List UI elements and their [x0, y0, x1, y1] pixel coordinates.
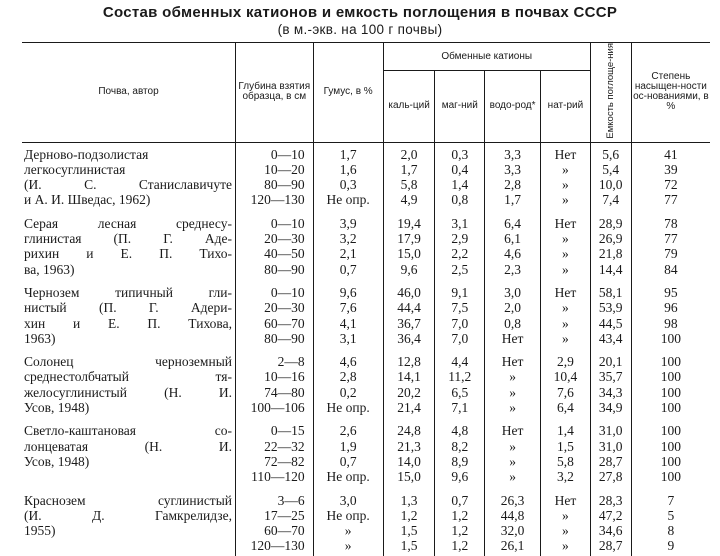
cell-value: 15,0 — [397, 469, 421, 485]
capacity-cell — [590, 142, 631, 210]
cell-value: 79 — [664, 246, 678, 262]
soil-line: Светло-каштановая со- — [24, 423, 232, 439]
table-title: Состав обменных катионов и емкость поглощения в почвах СССР — [102, 4, 618, 21]
cell-value: 1,9 — [339, 438, 357, 454]
cell-value: 100 — [660, 354, 681, 370]
cell-value: 44,5 — [598, 315, 623, 331]
cell-value: 2,3 — [504, 261, 522, 277]
calcium-cell — [383, 487, 435, 556]
cell-value: 6,4 — [504, 215, 522, 231]
cell-value: » — [562, 161, 569, 177]
cell-value: » — [509, 384, 516, 400]
table-row — [22, 348, 710, 417]
cell-value: 14,0 — [397, 453, 421, 469]
cell-value: 7,6 — [556, 384, 574, 400]
calcium-cell — [383, 417, 435, 486]
cell-value: » — [509, 369, 516, 385]
cell-value: 26,9 — [598, 231, 623, 247]
cell-value: 98 — [664, 315, 678, 331]
humus-cell — [313, 348, 383, 417]
cell-value: 3,1 — [339, 330, 357, 346]
header-calcium: каль-ций — [383, 71, 435, 142]
cell-value: 0,8 — [504, 315, 522, 331]
cell-value: 1,2 — [451, 538, 469, 554]
soil-line: (И. С. Станиславичуте — [24, 177, 232, 193]
header-saturation: Степень насыщен-ности ос-нованиями, в % — [631, 43, 710, 143]
cell-value: 14,4 — [598, 261, 623, 277]
cell-value: 21,3 — [397, 438, 421, 454]
cell-value: 60—70 — [264, 523, 305, 539]
magnesium-cell — [435, 417, 485, 486]
cell-value: 0,7 — [339, 453, 357, 469]
cell-value: 46,0 — [397, 284, 421, 300]
cell-value: » — [562, 330, 569, 346]
cell-value: 28,7 — [598, 538, 623, 554]
calcium-cell — [383, 279, 435, 348]
soil-line: желосуглинистый (Н. И. — [24, 384, 232, 400]
cell-value: 100 — [660, 369, 681, 385]
cell-value: 60—70 — [264, 315, 305, 331]
soil-line: Серая лесная среднесу- — [24, 215, 232, 231]
soil-group — [22, 279, 710, 348]
cell-value: 31,0 — [598, 438, 623, 454]
cell-value: » — [562, 192, 569, 208]
cell-value: 1,2 — [451, 507, 469, 523]
hydrogen-cell — [485, 210, 541, 279]
saturation-cell — [631, 210, 710, 279]
depth-cell — [236, 210, 314, 279]
soil-line: лонцеватая (Н. И. — [24, 438, 232, 454]
cell-value: » — [509, 453, 516, 469]
calcium-cell — [383, 348, 435, 417]
cell-value: 100 — [660, 469, 681, 485]
cell-value: 84 — [664, 261, 678, 277]
cell-value: 1,3 — [400, 492, 418, 508]
cell-value: 77 — [664, 192, 678, 208]
cell-value: 28,9 — [598, 215, 623, 231]
cell-value: 0,4 — [451, 161, 469, 177]
cell-value: 5,8 — [556, 453, 574, 469]
cell-value: » — [562, 523, 569, 539]
soil-cell — [22, 348, 236, 417]
cell-value: 0—15 — [270, 423, 305, 439]
cell-value: 7,6 — [339, 300, 357, 316]
cell-value: 80—90 — [264, 177, 305, 193]
cell-value: 100 — [660, 453, 681, 469]
header-magnesium: маг-ний — [435, 71, 485, 142]
cell-value: 8 — [667, 523, 675, 539]
cell-value: 2,8 — [504, 177, 522, 193]
cell-value: 3—6 — [277, 492, 305, 508]
cell-value: 20—30 — [264, 300, 305, 316]
cell-value: 24,8 — [397, 423, 421, 439]
cation-table — [22, 42, 710, 556]
magnesium-cell — [435, 279, 485, 348]
cell-value: » — [509, 400, 516, 416]
header-hydrogen: водо-род* — [485, 71, 541, 142]
cell-value: 35,7 — [598, 369, 623, 385]
magnesium-cell — [435, 348, 485, 417]
cell-value: 0,3 — [339, 177, 357, 193]
soil-line: рихин и Е. П. Тихо- — [24, 246, 232, 262]
header-sodium: нат-рий — [541, 71, 591, 142]
sodium-cell — [541, 142, 591, 210]
cell-value: 47,2 — [598, 507, 623, 523]
soil-line: 1963) — [24, 330, 56, 346]
cell-value: 28,3 — [598, 492, 623, 508]
cell-value: 7,5 — [451, 300, 469, 316]
cell-value: 31,0 — [598, 423, 623, 439]
capacity-cell — [590, 417, 631, 486]
hydrogen-cell — [485, 348, 541, 417]
cell-value: » — [509, 469, 516, 485]
cell-value: 9 — [667, 538, 675, 554]
cell-value: 8,2 — [451, 438, 469, 454]
table-row — [22, 487, 710, 556]
cell-value: 8,9 — [451, 453, 469, 469]
table-header — [22, 43, 710, 143]
magnesium-cell — [435, 210, 485, 279]
cell-value: Нет — [554, 215, 577, 231]
saturation-cell — [631, 279, 710, 348]
cell-value: 1,7 — [339, 146, 357, 162]
cell-value: 80—90 — [264, 330, 305, 346]
cell-value: Нет — [501, 423, 524, 439]
cell-value: 3,9 — [339, 215, 357, 231]
soil-line: Усов, 1948) — [24, 453, 90, 469]
soil-line: Краснозем суглинистый — [24, 492, 232, 508]
hydrogen-cell — [485, 142, 541, 210]
soil-line: Усов, 1948) — [24, 400, 90, 416]
cell-value: Не опр. — [326, 192, 370, 208]
capacity-cell — [590, 279, 631, 348]
cell-value: Нет — [554, 284, 577, 300]
cell-value: 3,1 — [451, 215, 469, 231]
cell-value: 100—106 — [250, 400, 305, 416]
calcium-cell — [383, 142, 435, 210]
cell-value: 9,1 — [451, 284, 469, 300]
hydrogen-cell — [485, 279, 541, 348]
cell-value: » — [509, 438, 516, 454]
cell-value: 20,2 — [397, 384, 421, 400]
cell-value: 4,6 — [339, 354, 357, 370]
cell-value: 34,3 — [598, 384, 623, 400]
hydrogen-cell — [485, 487, 541, 556]
soil-line: Дерново-подзолистая — [24, 146, 149, 162]
cell-value: 0,7 — [339, 261, 357, 277]
sodium-cell — [541, 417, 591, 486]
cell-value: 2,9 — [451, 231, 469, 247]
soil-line: Солонец черноземный — [24, 354, 232, 370]
cell-value: Не опр. — [326, 469, 370, 485]
table-row — [22, 417, 710, 486]
cell-value: 77 — [664, 231, 678, 247]
cell-value: 100 — [660, 384, 681, 400]
cell-value: 3,0 — [504, 284, 522, 300]
cell-value: 34,6 — [598, 523, 623, 539]
cell-value: 0,3 — [451, 146, 469, 162]
cell-value: 32,0 — [500, 523, 525, 539]
cell-value: 34,9 — [598, 400, 623, 416]
table-row — [22, 210, 710, 279]
cell-value: 1,2 — [400, 507, 418, 523]
soil-cell — [22, 417, 236, 486]
soil-cell — [22, 142, 236, 210]
cell-value: 10,0 — [598, 177, 623, 193]
soil-line: среднестолбчатый тя- — [24, 369, 232, 385]
cell-value: 6,5 — [451, 384, 469, 400]
soil-group — [22, 417, 710, 486]
depth-cell — [236, 487, 314, 556]
cell-value: 0,8 — [451, 192, 469, 208]
cell-value: 0—10 — [270, 146, 305, 162]
cell-value: 0—10 — [270, 215, 305, 231]
cell-value: 3,0 — [339, 492, 357, 508]
cell-value: » — [562, 246, 569, 262]
cell-value: Нет — [554, 492, 577, 508]
cell-value: 74—80 — [264, 384, 305, 400]
cell-value: 17,9 — [397, 231, 421, 247]
sodium-cell — [541, 279, 591, 348]
cell-value: » — [562, 315, 569, 331]
cell-value: 44,8 — [500, 507, 525, 523]
cell-value: 0,7 — [451, 492, 469, 508]
cell-value: 1,5 — [556, 438, 574, 454]
cell-value: 10—16 — [264, 369, 305, 385]
cell-value: 2,0 — [504, 300, 522, 316]
cell-value: 4,4 — [451, 354, 469, 370]
cell-value: Не опр. — [326, 507, 370, 523]
table-row — [22, 142, 710, 210]
sodium-cell — [541, 487, 591, 556]
cell-value: 1,5 — [400, 523, 418, 539]
cell-value: 21,4 — [397, 400, 421, 416]
cell-value: 41 — [664, 146, 678, 162]
soil-group — [22, 487, 710, 556]
cell-value: 9,6 — [451, 469, 469, 485]
cell-value: 39 — [664, 161, 678, 177]
cell-value: 20,1 — [598, 354, 623, 370]
cell-value: 4,1 — [339, 315, 357, 331]
cell-value: 0—10 — [270, 284, 305, 300]
soil-line: и А. И. Шведас, 1962) — [24, 192, 151, 208]
soil-line: ва, 1963) — [24, 261, 75, 277]
header-humus: Гумус, в % — [313, 43, 383, 143]
cell-value: 6,4 — [556, 400, 574, 416]
cell-value: Нет — [501, 354, 524, 370]
cell-value: 1,5 — [400, 538, 418, 554]
cell-value: 2,1 — [339, 246, 357, 262]
sodium-cell — [541, 210, 591, 279]
cell-value: 9,6 — [400, 261, 418, 277]
cell-value: 5 — [667, 507, 675, 523]
cell-value: 7,0 — [451, 315, 469, 331]
cell-value: Не опр. — [326, 400, 370, 416]
cell-value: 10,4 — [553, 369, 578, 385]
cell-value: Нет — [501, 330, 524, 346]
soil-group — [22, 142, 710, 210]
cell-value: 11,2 — [448, 369, 472, 385]
cell-value: 44,4 — [397, 300, 421, 316]
depth-cell — [236, 348, 314, 417]
sodium-cell — [541, 348, 591, 417]
soil-line: глинистая (П. Г. Аде- — [24, 231, 232, 247]
cell-value: 15,0 — [397, 246, 421, 262]
calcium-cell — [383, 210, 435, 279]
cell-value: 17—25 — [264, 507, 305, 523]
cell-value: » — [562, 300, 569, 316]
cell-value: 14,1 — [397, 369, 421, 385]
capacity-cell — [590, 487, 631, 556]
cell-value: 1,4 — [451, 177, 469, 193]
cell-value: 100 — [660, 400, 681, 416]
humus-cell — [313, 142, 383, 210]
cell-value: Нет — [554, 146, 577, 162]
cell-value: 2,8 — [339, 369, 357, 385]
cell-value: 1,2 — [451, 523, 469, 539]
soil-line: легкосуглинистая — [24, 161, 126, 177]
cell-value: 5,8 — [400, 177, 418, 193]
humus-cell — [313, 279, 383, 348]
soil-cell — [22, 487, 236, 556]
cell-value: 2,5 — [451, 261, 469, 277]
cell-value: 7,0 — [451, 330, 469, 346]
cell-value: 100 — [660, 438, 681, 454]
soil-line: (И. Д. Гамкрелидзе, — [24, 507, 232, 523]
humus-cell — [313, 417, 383, 486]
cell-value: 110—120 — [251, 469, 305, 485]
magnesium-cell — [435, 487, 485, 556]
cell-value: » — [344, 523, 352, 539]
cell-value: 12,8 — [397, 354, 421, 370]
header-depth: Глубина взятия образца, в см — [236, 43, 314, 143]
cell-value: 72 — [664, 177, 678, 193]
cell-value: 80—90 — [264, 261, 305, 277]
cell-value: 72—82 — [264, 453, 305, 469]
cell-value: 22—32 — [264, 438, 305, 454]
cell-value: 2,9 — [556, 354, 574, 370]
cell-value: 6,1 — [504, 231, 522, 247]
cell-value: 1,7 — [504, 192, 522, 208]
depth-cell — [236, 279, 314, 348]
cell-value: 27,8 — [598, 469, 623, 485]
depth-cell — [236, 417, 314, 486]
cell-value: 7 — [667, 492, 675, 508]
cell-value: 1,4 — [556, 423, 574, 439]
cell-value: 26,1 — [500, 538, 525, 554]
soil-line: 1955) — [24, 523, 56, 539]
table-row — [22, 279, 710, 348]
soil-group — [22, 210, 710, 279]
cell-value: 100 — [660, 330, 681, 346]
header-capacity: Емкость поглоще-ния — [590, 43, 631, 143]
humus-cell — [313, 210, 383, 279]
cell-value: 43,4 — [598, 330, 623, 346]
header-soil: Почва, автор — [22, 43, 236, 143]
cell-value: 36,7 — [397, 315, 421, 331]
soil-line: Чернозем типичный гли- — [24, 284, 232, 300]
cell-value: 96 — [664, 300, 678, 316]
cell-value: 26,3 — [500, 492, 525, 508]
cell-value: » — [562, 261, 569, 277]
cell-value: 5,6 — [602, 146, 620, 162]
capacity-cell — [590, 348, 631, 417]
cell-value: 28,7 — [598, 453, 623, 469]
cell-value: 120—130 — [250, 538, 305, 554]
cell-value: 19,4 — [397, 215, 421, 231]
cell-value: 2,0 — [400, 146, 418, 162]
cell-value: » — [562, 231, 569, 247]
cell-value: 40—50 — [264, 246, 305, 262]
cell-value: 9,6 — [339, 284, 357, 300]
cell-value: 3,3 — [504, 161, 522, 177]
cell-value: 120—130 — [250, 192, 305, 208]
cell-value: 4,8 — [451, 423, 469, 439]
cell-value: 3,3 — [504, 146, 522, 162]
cell-value: 0,2 — [339, 384, 357, 400]
cell-value: 78 — [664, 215, 678, 231]
cell-value: 2,2 — [451, 246, 469, 262]
table-subtitle: (в м.-экв. на 100 г почвы) — [277, 22, 443, 37]
cell-value: 36,4 — [397, 330, 421, 346]
cell-value: 4,6 — [504, 246, 522, 262]
saturation-cell — [631, 417, 710, 486]
soil-line: хин и Е. П. Тихова, — [24, 315, 232, 331]
humus-cell — [313, 487, 383, 556]
capacity-cell — [590, 210, 631, 279]
cell-value: 95 — [664, 284, 678, 300]
magnesium-cell — [435, 142, 485, 210]
saturation-cell — [631, 142, 710, 210]
soil-cell — [22, 279, 236, 348]
cell-value: 3,2 — [339, 231, 357, 247]
header-cations-group: Обменные катионы — [383, 43, 590, 71]
cell-value: 7,4 — [602, 192, 620, 208]
cell-value: 4,9 — [400, 192, 418, 208]
hydrogen-cell — [485, 417, 541, 486]
cell-value: » — [562, 538, 569, 554]
cell-value: 3,2 — [556, 469, 574, 485]
cell-value: 5,4 — [602, 161, 620, 177]
cell-value: 21,8 — [598, 246, 623, 262]
cell-value: 2,6 — [339, 423, 357, 439]
cell-value: 1,6 — [339, 161, 357, 177]
saturation-cell — [631, 487, 710, 556]
cell-value: » — [344, 538, 352, 554]
cell-value: 2—8 — [277, 354, 305, 370]
cell-value: 1,7 — [400, 161, 418, 177]
soil-line: нистый (П. Г. Адери- — [24, 300, 232, 316]
cell-value: 20—30 — [264, 231, 305, 247]
cell-value: 58,1 — [598, 284, 623, 300]
cell-value: » — [562, 177, 569, 193]
cell-value: 7,1 — [451, 400, 469, 416]
cell-value: 100 — [660, 423, 681, 439]
depth-cell — [236, 142, 314, 210]
saturation-cell — [631, 348, 710, 417]
cell-value: » — [562, 507, 569, 523]
cell-value: 10—20 — [264, 161, 305, 177]
soil-group — [22, 348, 710, 417]
soil-cell — [22, 210, 236, 279]
cell-value: 53,9 — [598, 300, 623, 316]
